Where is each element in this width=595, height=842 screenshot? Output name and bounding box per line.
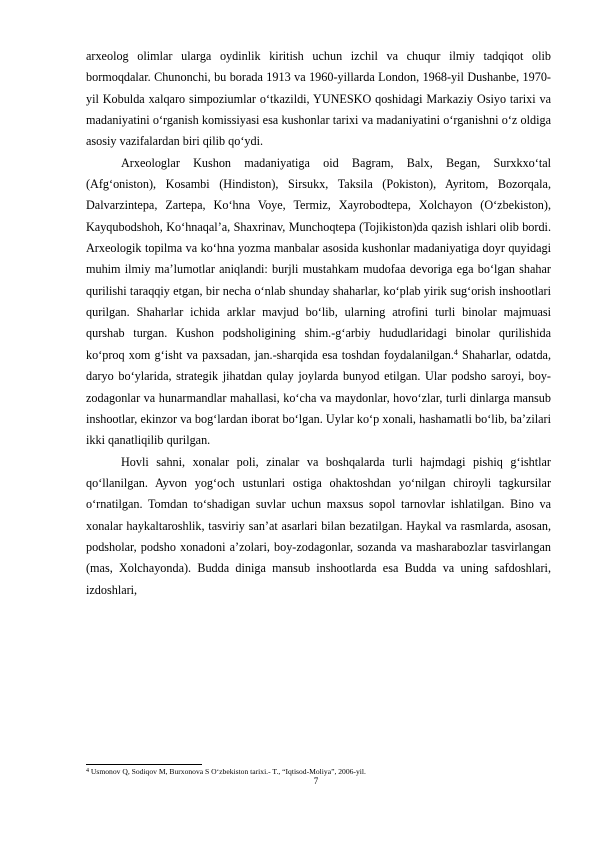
body-text xyxy=(86,46,551,601)
paragraph-3: Hovli sahni, xonalar poli, zinalar va boshqalarda turli hajmdagi pishiq g‘ishtlar qo‘llanilgan. Ayvon yog‘och ustunlari ostiga ohaktoshdan yo‘nilgan chiroyli tagkursilar o‘rnatilgan. Tomdan to‘shadigan suvlar uchun maxsus sopol tarnovlar ishlatilgan. Bino va xonalar haykaltaroshlik, tasviriy san’at asarlari bilan bezatilgan. Haykal va rasmlarda, asosan, podsholar, podsho xonadoni a’zolari, boy-zodagonlar, sozanda va masharabozlar tasvirlangan (mas, Xolchayonda). Budda diniga mansub inshootlarda esa Budda va uning safdoshlari, izdoshlari, xyxy=(86,454,551,597)
footnote-number: 4 xyxy=(86,768,89,774)
paragraph-2-part-a: Arxeologlar Kushon madaniyatiga oid Bagram, Balx, Began, Surxkxo‘tal (Afg‘oniston), Kosambi (Hindiston), Sirsukx, Taksila (Pokiston), Ayritom, Bozorqala, Dalvarzintepa, Zartepa, Ko‘hna Voye, Termiz, Xayrobodtepa, Xolchayon (O‘zbekiston), Kayqubodshoh, Ko‘hnaqal’a, Shaxrinav, Munchoqtepa (Tojikiston)da qazish ishlari olib bordi. Arxeologik topilma va ko‘hna yozma manbalar asosida kushonlar madaniyatiga doyr quyidagi muhim ilmiy ma’lumotlar aniqlandi: burjli mustahkam mudofaa devoriga ega bo‘lgan shahar qurilishi taraqqiy etgan, bir necha o‘nlab shunday shaharlar, ko‘plab yirik sug‘orish inshootlari qurilgan. Shaharlar ichida arklar mavjud bo‘lib, ularning atrofini turli binolar majmuasi qurshab turgan. Kushon podsholigining shim.-g‘arbiy hududlaridagi binolar qurilishida ko‘proq xom g‘isht va paxsadan, jan.-sharqida esa toshdan foydalanilgan. xyxy=(86,155,551,362)
footnote-text: Usmonov Q, Sodiqov M, Burxonova S O‘zbekiston tarixi.- T., “Iqtisod-Moliya”, 2006-yil. xyxy=(89,767,366,776)
footnote-separator xyxy=(86,764,202,765)
footnote-reference[interactable]: 4 xyxy=(453,347,458,357)
paragraph-2 xyxy=(86,153,551,452)
paragraph-2-part-b: Shaharlar, odatda, daryo bo‘ylarida, strategik jihatdan qulay joylarda bunyod etilgan. Ular podsho saroyi, boy-zodagonlar va hunarmandlar mahallasi, ko‘cha va maydonlar, hovo‘zlar, turli dinlarga mansub inshootlar, ekinzor va bog‘lardan iborat bo‘lgan. Uylar ko‘p xonali, hashamatli bo‘lib, ba’zilari ikki qanatliqilib qurilgan. xyxy=(86,347,551,448)
page-number: 7 xyxy=(313,776,319,786)
paragraph-1: arxeolog olimlar ularga oydinlik kiritish uchun izchil va chuqur ilmiy tadqiqot olib bormoqdalar. Chunonchi, bu borada 1913 va 1960-yillarda London, 1968-yil Dushanbe, 1970-yil Kobulda xalqaro simpoziumlar o‘tkazildi, YUNESKO qoshidagi Markaziy Osiyo tarixi va madaniyatini o‘rganish komissiyasi esa kushonlar tarixi va madaniyatini o‘rganishni o‘z oldiga asosiy vazifalardan biri qilib qo‘ydi. xyxy=(86,49,551,149)
